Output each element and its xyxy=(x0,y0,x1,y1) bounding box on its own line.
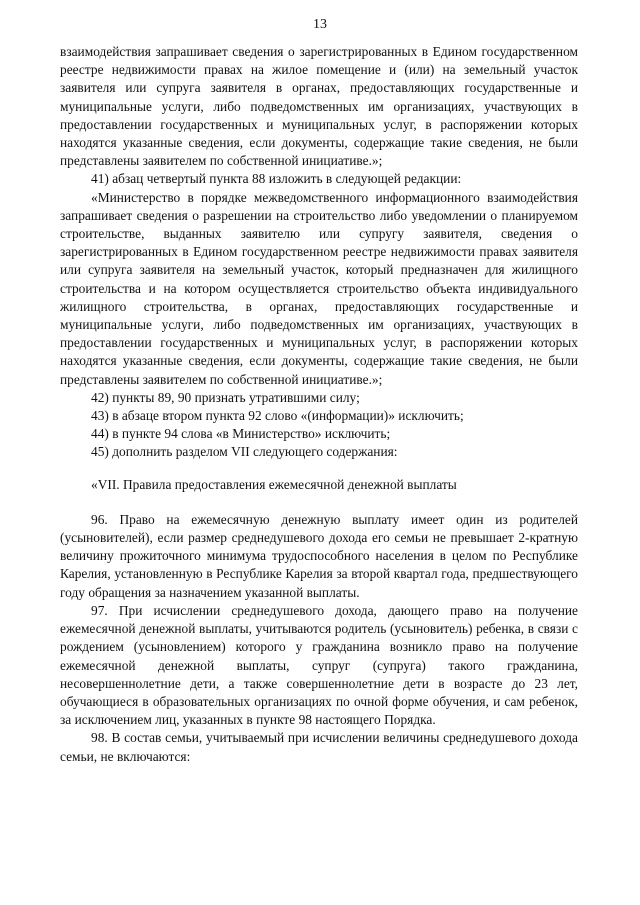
paragraph-item-45: 45) дополнить разделом VII следующего содержания: xyxy=(91,444,398,460)
paragraph-point-96: 96. Право на ежемесячную денежную выплату имеет один из родителей (усыновителей), если размер среднедушевого дохода его семьи не превышает 2-кратную величину прожиточного минимума трудоспособного населения в целом по Республике Карелия, установленную в Республике Карелия за второй квартал года, предшествующего году обращения за назначением указанной выплаты. xyxy=(60,511,578,600)
paragraph-point-98: 98. В состав семьи, учитываемый при исчислении величины среднедушевого дохода семьи, не включаются: xyxy=(60,730,578,764)
paragraph-item-42: 42) пункты 89, 90 признать утратившими силу; xyxy=(91,389,360,405)
paragraph-item-44: 44) в пункте 94 слова «в Министерство» исключить; xyxy=(91,426,391,442)
page-body xyxy=(60,43,578,766)
page-number: 13 xyxy=(313,17,327,32)
paragraph-point-97: 97. При исчислении среднедушевого дохода, дающего право на получение ежемесячной денежной выплаты, учитываются родитель (усыновитель) ребенка, в связи с рождением (усыновлением) которого у гражданина возникло право на получение ежемесячной денежной выплаты, супруг (супруга) такого гражданина, несовершеннолетние дети, а также совершеннолетние дети в возрасте до 23 лет, обучающиеся в образовательных организациях по очной форме обучения, и сам ребенок, за исключением лиц, указанных в пункте 98 настоящего Порядка. xyxy=(60,602,578,728)
section-heading: «VII. Правила предоставления ежемесячной денежной выплаты xyxy=(91,476,457,492)
paragraph-item-43: 43) в абзаце втором пункта 92 слово «(информации)» исключить; xyxy=(91,408,464,424)
paragraph-item-41: 41) абзац четвертый пункта 88 изложить в следующей редакции: xyxy=(91,171,462,187)
paragraph-quoted-text: «Министерство в порядке межведомственного информационного взаимодействия запрашивает сведения о разрешении на строительство либо уведомлении о планируемом строительстве, выданных заявителю или супругу заявителя, сведения о зарегистрированных в Едином государственном реестре недвижимости правах заявителя или супруга заявителя на земельный участок, который предназначен для жилищного строительства и на котором осуществляется строительство объекта индивидуального жилищного строительства, в органах, предоставляющих государственные и муниципальные услуги, либо подведомственных им организациях, участвующих в предоставлении государственных и муниципальных услуг, в распоряжении которых находятся указанные сведения, если документы, содержащие такие сведения, не были представлены заявителем по собственной инициативе.»; xyxy=(60,189,578,387)
paragraph-continuation: взаимодействия запрашивает сведения о зарегистрированных в Едином государственном реестре недвижимости правах на жилое помещение и (или) на земельный участок заявителя или супруга заявителя в органах, предоставляющих государственные и муниципальные услуги, либо подведомственных им организациях, участвующих в предоставлении государственных и муниципальных услуг, в распоряжении которых находятся указанные сведения, если документы, содержащие такие сведения, не были представлены заявителем по собственной инициативе.»; xyxy=(60,44,578,169)
